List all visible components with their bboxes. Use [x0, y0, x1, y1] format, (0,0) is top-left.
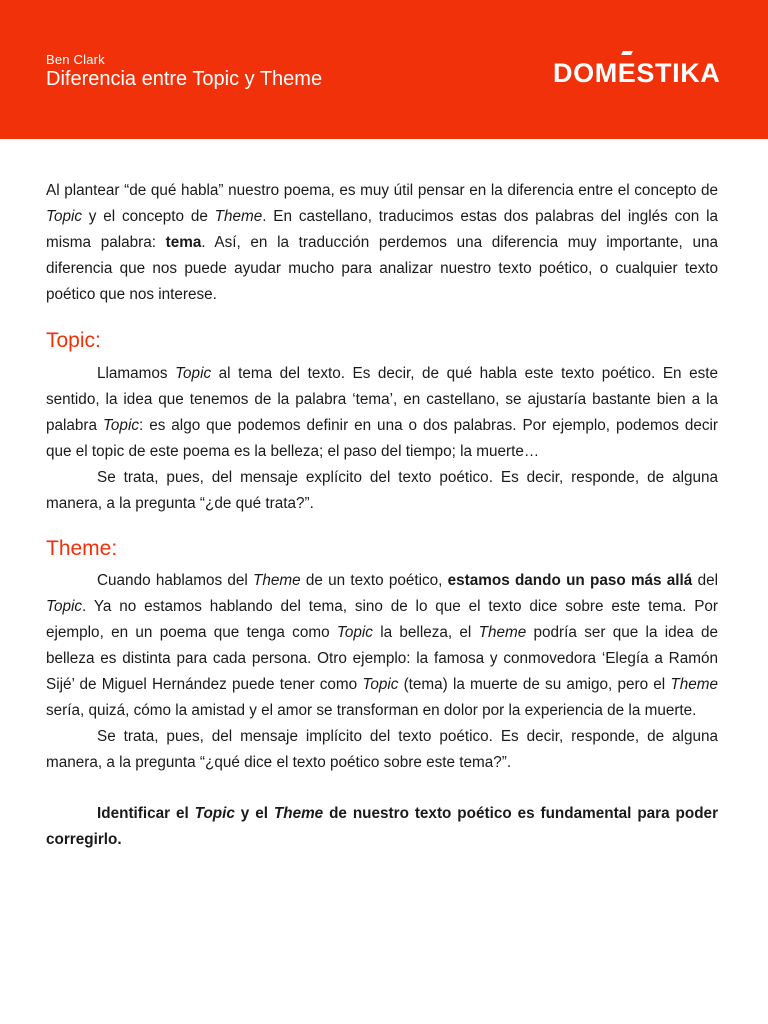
- header-banner: [0, 0, 768, 139]
- domestika-logo: DOMESTIKA: [553, 58, 721, 88]
- document-body: [46, 178, 718, 853]
- topic-paragraph-2: Se trata, pues, del mensaje explícito del texto poético. Es decir, responde, de alguna manera, a la pregunta “¿de qué trata?”.: [46, 469, 718, 512]
- theme-paragraph-2: Se trata, pues, del mensaje implícito del texto poético. Es decir, responde, de alguna manera, a la pregunta “¿qué dice el texto poético sobre este tema?”.: [46, 728, 718, 771]
- document-title: Diferencia entre Topic y Theme: [46, 68, 323, 90]
- conclusion-paragraph: Identificar el Topic y el Theme de nuestro texto poético es fundamental para poder corregirlo.: [46, 805, 719, 848]
- author-name: Ben Clark: [46, 52, 105, 67]
- theme-heading: Theme:: [46, 537, 118, 560]
- topic-paragraph-1: Llamamos Topic al tema del texto. Es decir, de qué habla este texto poético. En este sentido, la idea que tenemos de la palabra ‘tema’, en castellano, se ajustaría bastante bien a la palabra Topic: es algo que podemos definir en una o dos palabras. Por ejemplo, podemos decir que el topic de este poema es la belleza; el paso del tiempo; la muerte…: [46, 365, 718, 460]
- intro-paragraph: Al plantear “de qué habla” nuestro poema, es muy útil pensar en la diferencia entre el concepto de Topic y el concepto de Theme. En castellano, traducimos estas dos palabras del inglés con la misma palabra: tema. Así, en la traducción perdemos una diferencia muy importante, una diferencia que nos puede ayudar mucho para analizar nuestro texto poético, o cualquier texto poético que nos interese.: [46, 182, 718, 303]
- topic-heading: Topic:: [46, 329, 101, 352]
- theme-paragraph-1: Cuando hablamos del Theme de un texto poético, estamos dando un paso más allá del Topic. Ya no estamos hablando del tema, sino de lo que el texto dice sobre este tema. Por ejemplo, en un poema que tenga como Topic la belleza, el Theme podría ser que la idea de belleza es distinta para cada persona. Otro ejemplo: la famosa y conmovedora ‘Elegía a Ramón Sijé’ de Miguel Hernández puede tener como Topic (tema) la muerte de su amigo, pero el Theme sería, quizá, cómo la amistad y el amor se transforman en dolor por la experiencia de la muerte.: [46, 572, 718, 719]
